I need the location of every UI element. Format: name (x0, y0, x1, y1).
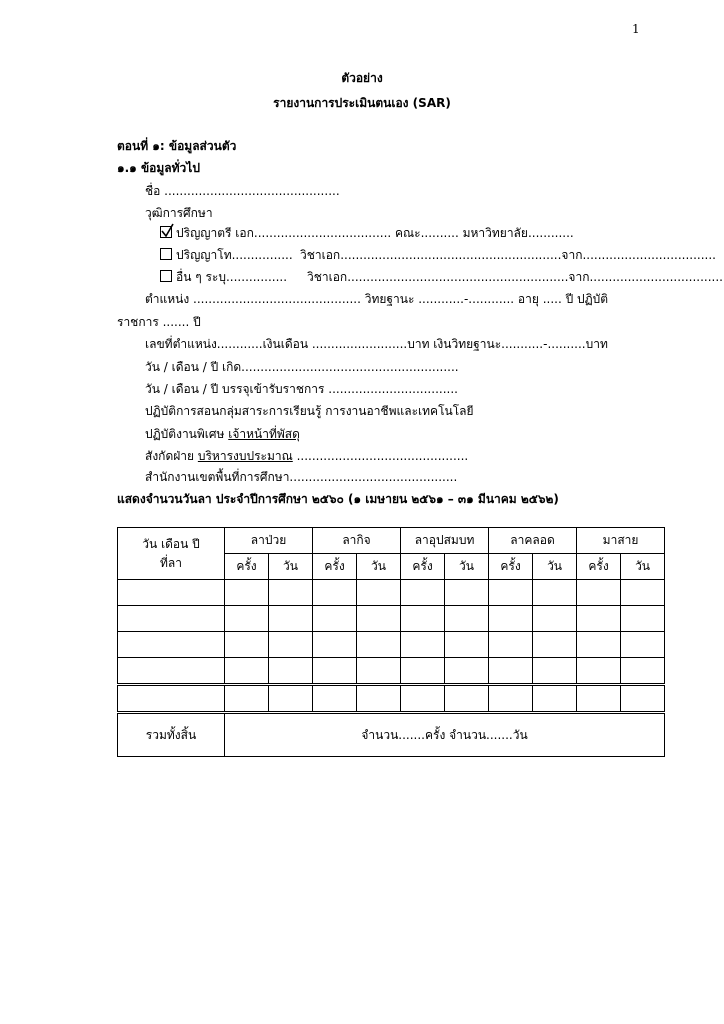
sub-header-times: ครั้ง (489, 554, 533, 580)
education-label: วุฒิการศึกษา (145, 206, 213, 220)
header-sick-leave: ลาป่วย (225, 528, 313, 554)
total-label: รวมทั้งสิ้น (118, 713, 225, 757)
appointment-date: วัน / เดือน / ปี บรรจุเข้ารับราชการ .................................. (145, 382, 458, 396)
header-personal-leave: ลากิจ (313, 528, 401, 554)
service-years: ราชการ ....... ปี (117, 315, 201, 329)
master-checkbox[interactable] (160, 248, 172, 260)
education-office: สำนักงานเขตพื้นที่การศึกษา............................................ (145, 470, 458, 484)
sub-header-days: วัน (621, 554, 665, 580)
sub-header-days: วัน (533, 554, 577, 580)
leave-table (117, 527, 665, 757)
department-dots: ............................................. (292, 449, 469, 463)
sub-header-days: วัน (269, 554, 313, 580)
table-row (118, 606, 665, 632)
sub-header-times: ครั้ง (225, 554, 269, 580)
page-number: 1 (632, 22, 640, 36)
bachelor-row (160, 225, 574, 241)
document-label: ตัวอย่าง (341, 71, 383, 85)
master-major: วิชาเอก..........................................................จาก................................... (300, 248, 716, 262)
position-line: ตำแหน่ง ............................................ วิทยฐานะ ............-............ อายุ ..... ปี ปฏิบัติ (145, 292, 609, 306)
department (145, 448, 468, 464)
section-heading: ตอนที่ ๑: ข้อมูลส่วนตัว (117, 139, 237, 153)
header-maternity-leave: ลาคลอด (489, 528, 577, 554)
special-duty (145, 426, 300, 442)
sub-header-times: ครั้ง (313, 554, 357, 580)
table-row (118, 685, 665, 713)
table-row (118, 580, 665, 606)
document-title: รายงานการประเมินตนเอง (SAR) (273, 96, 451, 110)
department-label: สังกัดฝ่าย (145, 449, 198, 463)
master-label: ปริญญาโท................ (176, 248, 293, 262)
other-label: อื่น ๆ ระบุ................ (176, 270, 288, 284)
teaching-subject: ปฏิบัติการสอนกลุ่มสาระการเรียนรู้ การงานอาชีพและเทคโนโลยี (145, 404, 474, 418)
special-duty-label: ปฏิบัติงานพิเศษ (145, 427, 229, 441)
position-number: เลขที่ตำแหน่ง............เงินเดือน .........................บาท เงินวิทยฐานะ...........-..........บาท (145, 337, 608, 351)
name-field: ชื่อ .............................................. (145, 184, 340, 198)
date-header: วัน เดือน ปี ที่ลา (118, 528, 225, 580)
subsection-heading: ๑.๑ ข้อมูลทั่วไป (117, 161, 200, 175)
birth-date: วัน / เดือน / ปี เกิด......................................................... (145, 360, 459, 374)
master-row (160, 247, 293, 263)
table-row (118, 632, 665, 658)
special-duty-value: เจ้าหน้าที่พัสดุ (228, 427, 300, 441)
table-row (118, 658, 665, 685)
other-checkbox[interactable] (160, 270, 172, 282)
header-late: มาสาย (577, 528, 665, 554)
leave-heading: แสดงจำนวนวันลา ประจำปีการศึกษา ๒๕๖๐ (๑ เมษายน ๒๕๖๑ – ๓๑ มีนาคม ๒๕๖๒) (117, 492, 559, 506)
total-row (118, 713, 665, 757)
check-icon (160, 223, 174, 239)
department-value: บริหารงบประมาณ (197, 449, 293, 463)
sub-header-times: ครั้ง (577, 554, 621, 580)
total-value: จำนวน.......ครั้ง จำนวน.......วัน (225, 713, 665, 757)
sub-header-times: ครั้ง (401, 554, 445, 580)
sub-header-days: วัน (445, 554, 489, 580)
other-major: วิชาเอก..........................................................จาก................................... (307, 270, 723, 284)
sub-header-days: วัน (357, 554, 401, 580)
other-row (160, 269, 287, 285)
bachelor-checkbox[interactable] (160, 226, 172, 238)
header-ordination-leave: ลาอุปสมบท (401, 528, 489, 554)
bachelor-text: ปริญญาตรี เอก.................................... คณะ.......... มหาวิทยาลัย............ (176, 226, 574, 240)
